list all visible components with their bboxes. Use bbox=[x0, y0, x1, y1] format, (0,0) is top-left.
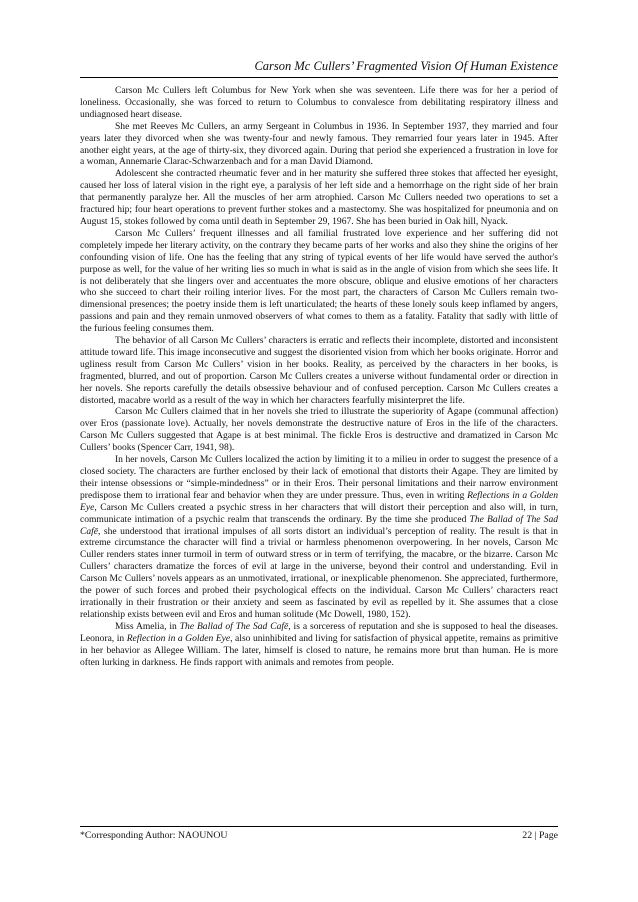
paragraph-text: Carson Mc Cullers’ frequent illnesses and all familial frustrated love experience and her suffering did not completely impede her literary activity, on the contrary they became parts of her works and also they shine the origins of her confounding vision of life. One has the feeling that any string of typical events of her life would have served the author's purpose as well, for the value of her writing lies so much in what is said as in the angle of vision from which she sees life. It is not deliberately that she lingers over and accentuates the more obscure, oblique and elusive emotions of her characters who she succeed to chart their roiling interior lives. For the most part, the characters of Carson Mc Cullers remain two-dimensional presences; the poetry inside them is left unarticulated; the hearts of these lonely souls keep inflamed by angers, passions and pain and they remain unmoved observers of what comes to them as a fatality. Fatality that sadly with little of the furious feeling consumes them. bbox=[80, 227, 558, 335]
book-title: Reflection in a Golden Eye bbox=[126, 632, 231, 644]
paragraph-text: , Carson Mc Cullers created a psychic stress in her characters that will distort their perception and also will, in turn, communicate intimation of a psychic realm that transcends the ordinary. By the time she produced bbox=[80, 501, 558, 525]
running-header bbox=[80, 59, 558, 78]
body-paragraph bbox=[80, 621, 558, 669]
body-paragraph bbox=[80, 406, 558, 454]
body-paragraph bbox=[80, 168, 558, 228]
corresponding-author: *Corresponding Author: NAOUNOU bbox=[80, 830, 228, 841]
paragraph-text: Miss Amelia, in bbox=[115, 620, 180, 632]
page-footer bbox=[80, 826, 558, 841]
paragraph-text: , she understood that irrational impulses of all sorts distort an individual’s perception of reality. The result is that in extreme circumstance the character will find a trivial or harmless phenomenon overpowering. In her novels, Carson Mc Culler renders states inner turmoil in term of outward stress or in term of terrifying, the macabre, or the bizarre. Carson Mc Cullers’ characters dramatize the forces of evil at large in the universe, beyond their control and understanding. Evil in Carson Mc Cullers’ novels appears as an unmotivated, irrational, or inexplicable phenomenon. She appreciated, furthermore, the power of such forces and probed their psychological effects on the individual. Carson Mc Cullers’ characters react irrationally in their frustration or their anxiety and seem as fascinated by evil as repelled by it. She assumes that a close relationship exists between evil and Eros and human solitude (Mc Dowell, 1980, 152). bbox=[80, 525, 558, 620]
page-number: 22 | Page bbox=[522, 830, 558, 841]
paragraph-text: Carson Mc Cullers left Columbus for New York when she was seventeen. Life there was for her a period of loneliness. Occasionally, she was forced to return to Columbus to convalesce from debilitating respiratory illness and undiagnosed heart disease. bbox=[80, 85, 558, 120]
paragraph-text: The behavior of all Carson Mc Cullers’ characters is erratic and reflects their incomplete, distorted and inconsistent attitude toward life. This image inconsecutive and suggest the disoriented vision from which her books originate. Horror and ugliness result from Carson Mc Cullers’ vision in her books. Reality, as perceived by the characters in her books, is fragmented, blurred, and out of proportion. Carson Mc Cullers creates a universe without fundamental order or direction in her novels. She reports carefully the details obsessive behaviour and of confused perception. Carson Mc Cullers creates a distorted, macabre world as a result of the way in which her characters fearfully misinterpret the life. bbox=[80, 335, 558, 406]
body-paragraph bbox=[80, 85, 558, 121]
body-paragraph bbox=[80, 121, 558, 169]
paragraph-text: Adolescent she contracted rheumatic fever and in her maturity she suffered three stokes that affected her eyesight, caused her loss of lateral vision in the right eye, a paralysis of her left side and a hemorrhage on the right side of her brain that permanently paralyze her. All the muscles of her arm atrophied. Carson Mc Cullers needed two operations to set a fractured hip; four heart operations to prevent further stokes and a mastectomy. She was hospitalized for pneumonia and on August 15, stokes followed by coma until death in September 29, 1967. She has been buried in Oak hill, Nyack. bbox=[80, 168, 558, 227]
paragraph-text: She met Reeves Mc Cullers, an army Sergeant in Columbus in 1936. In September 1937, they married and four years later they divorced when she was twenty-four and newly famous. They remarried four years later in 1945. After another eight years, at the age of thirty-six, they divorced again. During that period she experienced a frustration in love for a woman, Annemarie Clarac-Schwarzenbach and for a man David Diamond. bbox=[80, 120, 558, 168]
book-title: The Ballad of The Sad Cafē bbox=[179, 620, 289, 632]
book-title: The Ballad of The Sad Cafē bbox=[80, 513, 559, 537]
running-header-title: Carson Mc Cullers’ Fragmented Vision Of Human Existence bbox=[254, 59, 558, 73]
paragraph-text: In her novels, Carson Mc Cullers localized the action by limiting it to a milieu in order to suggest the presence of a closed society. The characters are further enclosed by their lack of emotional that distorts their Agape. They are limited by their intense obsessions or “simple-mindedness” or in their Eros. Their personal limitations and their narrow environment predispose them to irrational fear and behavior when they are under pressure. Thus, even in writing bbox=[80, 454, 558, 501]
body-paragraph bbox=[80, 454, 558, 621]
paragraph-text: , also uninhibited and living for satisfaction of physical appetite, remains as primitive in her behavior as Allegee William. The later, himself is closed to nature, he remains more brut than human. He is more often lurking in darkness. He finds rapport with animals and remotes from people. bbox=[80, 632, 558, 668]
book-title: Reflections in a Golden Eye bbox=[80, 489, 558, 513]
body-paragraph bbox=[80, 228, 558, 335]
paragraph-text: Carson Mc Cullers claimed that in her novels she tried to illustrate the superiority of Agape (communal affection) over Eros (passionate love). Actually, her novels demonstrate the destructive nature of Eros in the life of the characters. Carson Mc Cullers suggested that Agape is at best minimal. The fickle Eros is destructive and dramatized in Carson Mc Cullers’ books (Spencer Carr, 1941, 98). bbox=[80, 406, 558, 454]
article-body bbox=[80, 85, 558, 668]
paragraph-text: , is a sorceress of reputation and she is supposed to heal the diseases. Leonora, in bbox=[80, 620, 558, 644]
body-paragraph bbox=[80, 335, 558, 406]
